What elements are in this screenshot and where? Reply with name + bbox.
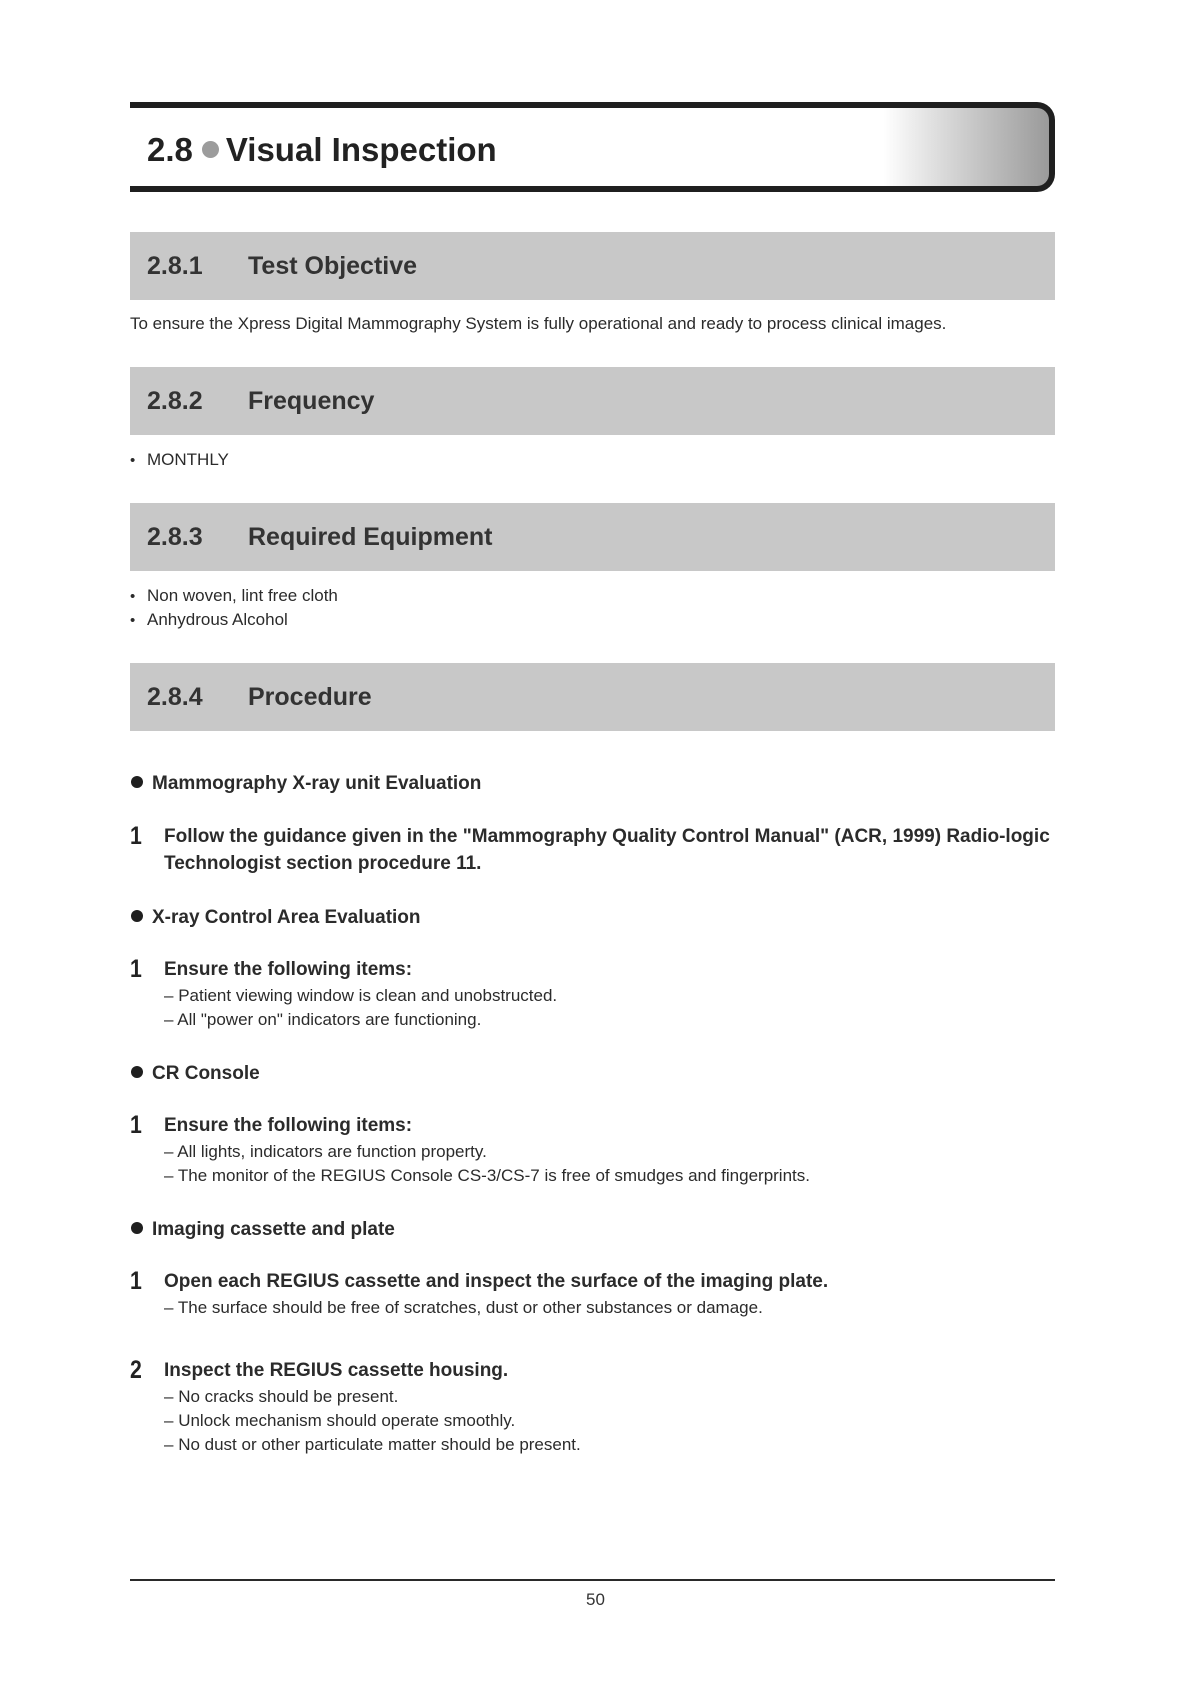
- step-number: 1: [130, 1111, 142, 1139]
- procedure-heading-text: Imaging cassette and plate: [152, 1219, 395, 1240]
- section-number: 2.8.3: [147, 523, 203, 551]
- step-text: Open each REGIUS cassette and inspect the surface of the imaging plate.: [164, 1271, 829, 1292]
- sub-item: – All "power on" indicators are functioning.: [164, 1010, 482, 1029]
- section-number: 2.8.4: [147, 683, 203, 711]
- sub-item-text: No cracks should be present.: [178, 1387, 399, 1406]
- step-text: Inspect the REGIUS cassette housing.: [164, 1360, 509, 1381]
- procedure-heading: [131, 907, 421, 929]
- section-number: 2.8.2: [147, 387, 203, 415]
- bullet-dot-icon: [131, 910, 143, 922]
- section-header-procedure: [130, 663, 1055, 731]
- section-header-frequency: [130, 367, 1055, 435]
- title-separator-dot-icon: [202, 141, 219, 158]
- step-number: 1: [130, 955, 142, 983]
- section-title: Test Objective: [248, 252, 418, 280]
- sub-item-text: All lights, indicators are function property.: [177, 1142, 487, 1161]
- title-text: Visual Inspection: [225, 131, 497, 168]
- step-text: Ensure the following items:: [164, 1115, 413, 1136]
- sub-item: – The surface should be free of scratches, dust or other substances or damage.: [164, 1298, 763, 1317]
- procedure-heading-text: Mammography X-ray unit Evaluation: [152, 773, 482, 794]
- step-number: 1: [130, 1267, 142, 1295]
- list-item-text: Non woven, lint free cloth: [147, 586, 338, 605]
- procedure-heading: [131, 1063, 260, 1085]
- step-text: Follow the guidance given in the "Mammography Quality Control Manual" (ACR, 1999) Radio-logic Technologist section procedure 11.: [164, 826, 1050, 874]
- sub-item-text: The surface should be free of scratches, dust or other substances or damage.: [177, 1298, 763, 1317]
- list-item: [130, 450, 229, 471]
- bullet-dot-icon: [131, 776, 143, 788]
- list-item-text: Anhydrous Alcohol: [147, 610, 288, 629]
- section-number: 2.8.1: [147, 252, 203, 280]
- bullet-icon: •: [130, 452, 136, 469]
- sub-item: – The monitor of the REGIUS Console CS-3/CS-7 is free of smudges and fingerprints.: [164, 1166, 810, 1185]
- bullet-icon: •: [130, 588, 136, 605]
- step-number: 2: [130, 1356, 142, 1384]
- sub-item: – Patient viewing window is clean and unobstructed.: [164, 986, 558, 1005]
- section-title: Frequency: [248, 387, 375, 415]
- sub-item: – All lights, indicators are function property.: [164, 1142, 487, 1161]
- procedure-heading: [131, 773, 481, 795]
- sub-item-text: All "power on" indicators are functioning.: [177, 1010, 482, 1029]
- objective-text: To ensure the Xpress Digital Mammography System is fully operational and ready to process clinical images.: [130, 314, 947, 333]
- step-number: 1: [130, 822, 142, 850]
- procedure-heading-text: CR Console: [152, 1063, 260, 1084]
- step-text: Ensure the following items:: [164, 959, 413, 980]
- list-item-text: MONTHLY: [147, 450, 229, 469]
- sub-item: – No cracks should be present.: [164, 1387, 399, 1406]
- title-banner: [130, 102, 1055, 192]
- section-title: Required Equipment: [248, 523, 493, 551]
- section-title: Procedure: [248, 683, 372, 711]
- sub-item-text: Unlock mechanism should operate smoothly.: [178, 1411, 516, 1430]
- page-title: [147, 132, 497, 168]
- sub-item-text: Patient viewing window is clean and unobstructed.: [178, 986, 558, 1005]
- section-header-test-objective: [130, 232, 1055, 300]
- page-number: 50: [586, 1590, 605, 1609]
- bullet-dot-icon: [131, 1066, 143, 1078]
- bullet-dot-icon: [131, 1222, 143, 1234]
- footer-divider: [130, 1579, 1055, 1581]
- list-item: [130, 586, 338, 607]
- list-item: [130, 610, 288, 631]
- procedure-heading: [131, 1219, 395, 1241]
- sub-item: – No dust or other particulate matter should be present.: [164, 1435, 581, 1454]
- bullet-icon: •: [130, 612, 136, 629]
- sub-item: – Unlock mechanism should operate smoothly.: [164, 1411, 516, 1430]
- sub-item-text: No dust or other particulate matter should be present.: [178, 1435, 581, 1454]
- title-number: 2.8: [147, 131, 193, 168]
- section-header-required-equipment: [130, 503, 1055, 571]
- sub-item-text: The monitor of the REGIUS Console CS-3/CS-7 is free of smudges and fingerprints.: [177, 1166, 810, 1185]
- procedure-heading-text: X-ray Control Area Evaluation: [152, 907, 421, 928]
